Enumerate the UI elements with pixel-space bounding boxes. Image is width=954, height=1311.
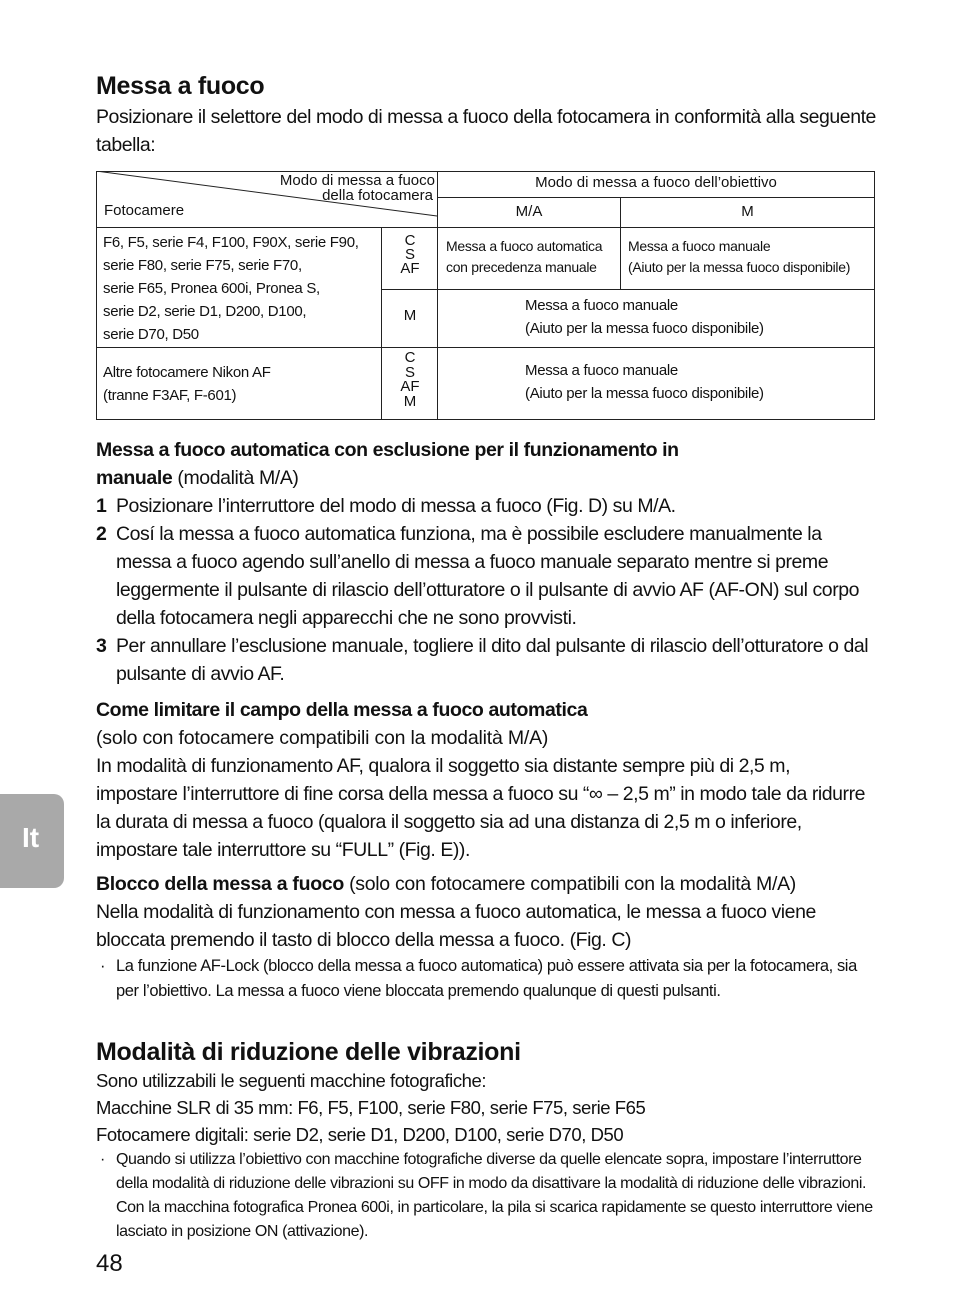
row1-modes-a: C S AF xyxy=(400,232,420,277)
row1-ma-cell: Messa a fuoco automatica con precedenza manuale xyxy=(446,238,603,275)
af-override-heading: Messa a fuoco automatica con esclusione per il funzionamento in manuale (modalità M/A) xyxy=(96,439,679,489)
section-intro: Posizionare il selettore del modo di messa a fuoco della fotocamera in conformità alla seguente tabella: xyxy=(96,106,876,156)
language-tab-label: It xyxy=(22,822,40,853)
vr-intro: Sono utilizzabili le seguenti macchine fotografiche: xyxy=(96,1070,487,1091)
focus-lock-text: Nella modalità di funzionamento con messa a fuoco automatica, le messa a fuoco viene bloccata premendo il tasto di blocco della messa a fuoco. (Fig. C) xyxy=(96,901,816,951)
af-limit-subheading: (solo con fotocamere compatibili con la modalità M/A) xyxy=(96,727,549,749)
step-2: 2 Cosí la messa a fuoco automatica funziona, ma è possibile escludere manualmente la messa a fuoco agendo sull’anello di messa a fuoco manuale separato mentre si preme leggermente il pulsante di rilascio dell’otturatore o il pulsante di avvio AF (AF-ON) sul corpo della fotocamera negli apparecchi che ne sono provvisti. xyxy=(96,523,860,629)
step-3: 3 Per annullare l’esclusione manuale, togliere il dito dal pulsante di rilascio dell’otturatore o dal pulsante di avvio AF. xyxy=(96,635,869,685)
focus-mode-table xyxy=(96,171,875,420)
section-af-override xyxy=(96,436,876,688)
header-lens-mode: Modo di messa a fuoco dell’obiettivo xyxy=(535,174,777,191)
row2-cameras: Altre fotocamere Nikon AF (tranne F3AF, F-601) xyxy=(103,364,271,404)
vr-digital-line: Fotocamere digitali: serie D2, serie D1, D200, D100, serie D70, D50 xyxy=(96,1124,624,1145)
header-cameras: Fotocamere xyxy=(104,202,185,219)
af-limit-heading: Come limitare il campo della messa a fuoco automatica xyxy=(96,699,588,721)
focus-lock-heading: Blocco della messa a fuoco (solo con fotocamere compatibili con la modalità M/A) xyxy=(96,873,796,895)
focus-lock-bullet: · La funzione AF-Lock (blocco della messa a fuoco automatica) può essere attivata sia per la fotocamera, sia per l’obiettivo. La messa a fuoco viene bloccata premendo qualunque di questi pulsanti. xyxy=(100,957,857,1000)
section-title-focus: Messa a fuoco xyxy=(96,72,265,100)
header-camera-mode: Modo di messa a fuoco xyxy=(279,172,435,189)
header-col-ma: M/A xyxy=(515,203,543,220)
section-focus-lock xyxy=(96,870,876,1004)
row1b-merged-cell: Messa a fuoco manuale (Aiuto per la messa fuoco disponibile) xyxy=(525,297,764,337)
section-af-limit xyxy=(96,696,876,864)
header-camera-mode-2: della fotocamera xyxy=(322,187,433,204)
af-limit-text: In modalità di funzionamento AF, qualora il soggetto sia distante sempre più di 2,5 m, impostare l’interruttore di fine corsa della messa a fuoco su “∞ – 2,5 m” in modo tale da ridurre la durata di messa a fuoco (qualora il soggetto sia ad una distanza di 2,5 m o inferiore, impostare tale interruttore su “FULL” (Fig. E)). xyxy=(96,755,866,861)
row1-modes-b: M xyxy=(403,307,417,324)
page-number: 48 xyxy=(96,1250,123,1277)
vr-slr-line: Macchine SLR di 35 mm: F6, F5, F100, serie F80, serie F75, serie F65 xyxy=(96,1097,646,1118)
row2-modes: C S AF M xyxy=(400,349,420,410)
vr-bullet: · Quando si utilizza l’obiettivo con macchine fotografiche diverse da quelle elencate sopra, impostare l’interruttore della modalità di riduzione delle vibrazioni su OFF in modo da disattivare la modalità di riduzione delle vibrazioni. Con la macchina fotografica Pronea 600i, in particolare, la pila si scarica rapidamente se questo interruttore viene lasciato in posizione ON (attivazione). xyxy=(100,1151,873,1240)
step-1: 1 Posizionare l’interruttore del modo di messa a fuoco (Fig. D) su M/A. xyxy=(96,495,676,517)
language-tab xyxy=(0,794,64,888)
row1-m-cell: Messa a fuoco manuale (Aiuto per la messa fuoco disponibile) xyxy=(628,238,851,275)
row1-cameras: F6, F5, serie F4, F100, F90X, serie F90, serie F80, serie F75, serie F70, serie F65, Pronea 600i, Pronea S, serie D2, serie D1, D200, D100, serie D70, D50 xyxy=(103,234,359,343)
header-col-m: M xyxy=(741,203,754,220)
row2-merged-cell: Messa a fuoco manuale (Aiuto per la messa fuoco disponibile) xyxy=(525,362,764,402)
section-vr xyxy=(96,1038,876,1244)
section-title-vr: Modalità di riduzione delle vibrazioni xyxy=(96,1038,521,1066)
